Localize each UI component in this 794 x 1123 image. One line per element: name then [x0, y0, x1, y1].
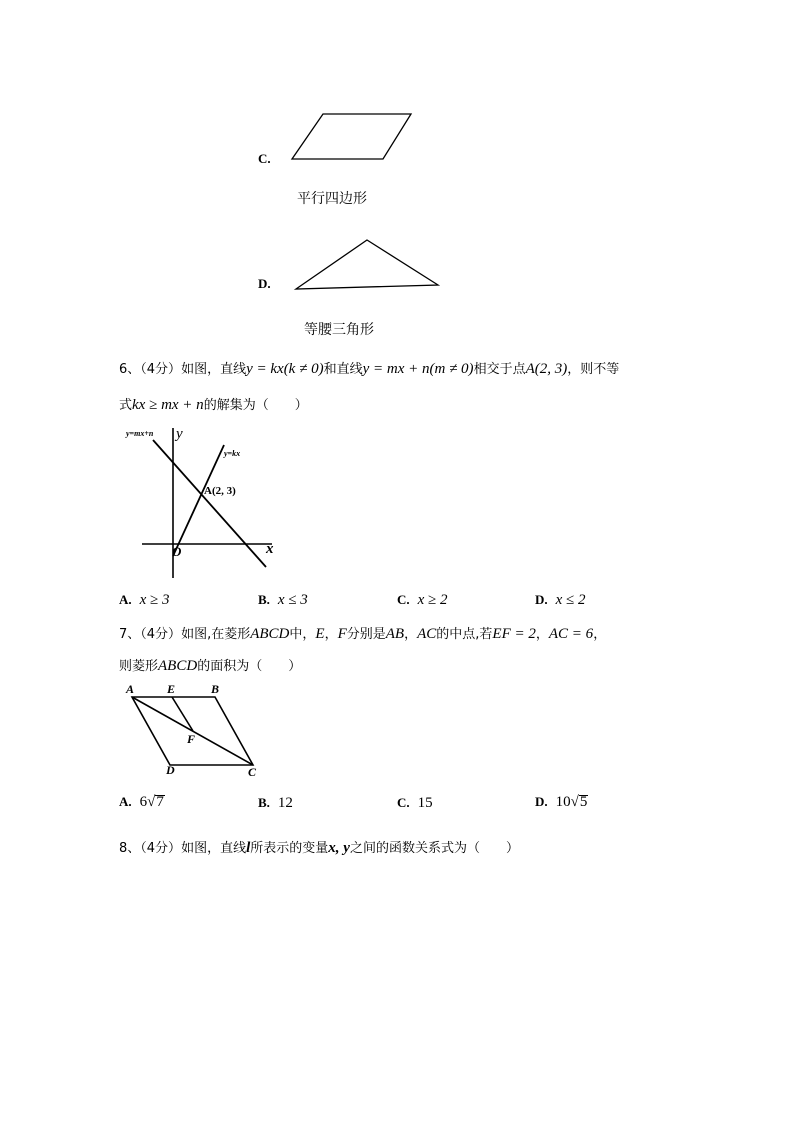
q6-option-c-key: C.	[397, 592, 410, 607]
q8-line-l: l	[246, 840, 251, 856]
q6-option-a[interactable]	[119, 592, 170, 609]
q6-point: A(2, 3)	[525, 361, 568, 377]
q8-text-c: 之间的函数关系式为（ ）	[349, 841, 519, 856]
q7-option-d-radicand: 5	[579, 794, 588, 810]
q6-line1	[119, 358, 619, 378]
q7-option-a-radicand: 7	[156, 794, 164, 810]
q8-line1	[119, 837, 519, 857]
q7-option-b[interactable]	[258, 795, 293, 812]
q8-vars: x, y	[328, 840, 350, 856]
q7-ab: AB	[385, 626, 405, 642]
q7-comma: ，	[324, 627, 338, 642]
isosceles-triangle-figure	[290, 235, 445, 295]
q7-line2	[119, 655, 301, 675]
vertex-c-label: C	[248, 765, 257, 779]
q7-option-d-coef: 10	[555, 794, 571, 810]
vertex-b-label: B	[211, 682, 220, 696]
q6-text-e: 式	[119, 398, 133, 413]
q6-option-d-expr: x ≤ 2	[555, 592, 586, 608]
line-mx-plus-n	[153, 440, 266, 567]
q6-cond1: (k ≠ 0)	[283, 361, 324, 377]
q6-score: （4分）	[140, 362, 182, 377]
q7-text-c: 分别是	[346, 627, 386, 642]
q7-ac: AC	[417, 626, 437, 642]
q7-ef-eq: EF = 2	[492, 626, 536, 642]
q7-f: F	[337, 626, 347, 642]
axis-y-label: y	[176, 426, 183, 442]
q7-option-b-key: B.	[258, 795, 270, 810]
q6-option-b-expr: x ≤ 3	[277, 592, 308, 608]
vertex-d-label: D	[166, 763, 175, 777]
option-c-label: C.	[258, 151, 271, 166]
radical-sign-icon: √	[147, 794, 156, 810]
q7-option-b-value: 12	[277, 795, 293, 811]
q6-cond2: (m ≠ 0)	[429, 361, 474, 377]
q7-option-a-coef: 6	[139, 794, 148, 810]
q7-text-a: 如图,在菱形	[181, 627, 251, 642]
q6-option-b-key: B.	[258, 592, 270, 607]
q7-rhombus-figure	[120, 680, 270, 780]
q6-option-c-expr: x ≥ 2	[417, 592, 448, 608]
q7-option-a[interactable]	[119, 794, 165, 811]
q7-abcd: ABCD	[250, 626, 290, 642]
q6-option-b[interactable]	[258, 592, 308, 609]
q7-text-f: 的面积为（ ）	[197, 659, 302, 674]
q7-comma: ，	[404, 627, 418, 642]
triangle-shape	[296, 240, 438, 289]
q8-text-b: 所表示的变量	[250, 841, 329, 856]
q7-line1	[119, 623, 606, 643]
q6-eq2: y = mx + n	[362, 361, 430, 377]
q6-option-c[interactable]	[397, 592, 448, 609]
parallelogram-shape	[292, 114, 411, 159]
q6-eq1: y = kx	[246, 361, 284, 377]
q7-text-b: 中，	[289, 627, 316, 642]
q7-ac-eq: AC = 6	[548, 626, 594, 642]
q6-text-c: 相交于点	[473, 362, 526, 377]
radical-sign-icon: √	[570, 794, 579, 810]
q6-text-a: 如图，直线	[181, 362, 247, 377]
label-point-a: A(2, 3)	[204, 485, 236, 497]
q7-e: E	[315, 626, 325, 642]
q6-option-a-key: A.	[119, 592, 132, 607]
q7-text-e: 则菱形	[119, 659, 159, 674]
option-d-label: D.	[258, 276, 271, 291]
axis-x-label: x	[266, 541, 274, 557]
q7-option-c-key: C.	[397, 795, 410, 810]
q6-graph-figure	[120, 420, 285, 580]
q6-text-b: 和直线	[323, 362, 363, 377]
q7-comma: ，	[535, 627, 549, 642]
q7-number: 7、	[119, 627, 141, 642]
q6-line2	[119, 394, 308, 414]
q7-option-d[interactable]	[535, 794, 588, 811]
origin-label: O	[172, 544, 182, 559]
q7-comma: ，	[593, 627, 607, 642]
q6-option-a-expr: x ≥ 3	[139, 592, 170, 608]
q6-text-d: ，则不等	[567, 362, 620, 377]
q7-option-c-value: 15	[417, 795, 433, 811]
q6-number: 6、	[119, 362, 141, 377]
q6-option-d-key: D.	[535, 592, 548, 607]
q7-option-c[interactable]	[397, 795, 433, 812]
option-d-caption: 等腰三角形	[304, 322, 374, 338]
q7-option-a-key: A.	[119, 794, 132, 809]
q6-text-f: 的解集为（ ）	[203, 398, 308, 413]
q7-score: （4分）	[140, 627, 182, 642]
label-y-kx: y=kx	[224, 449, 241, 458]
q6-option-d[interactable]	[535, 592, 586, 609]
vertex-e-label: E	[167, 682, 176, 696]
q7-option-d-key: D.	[535, 794, 548, 809]
line-kx	[173, 445, 224, 556]
option-c-caption: 平行四边形	[297, 191, 367, 207]
q8-text-a: 如图，直线	[181, 841, 247, 856]
q7-abcd-2: ABCD	[158, 658, 198, 674]
label-y-mx-n: y=mx+n	[126, 429, 154, 438]
q8-score: （4分）	[140, 841, 182, 856]
vertex-a-label: A	[126, 682, 135, 696]
q8-number: 8、	[119, 841, 141, 856]
parallelogram-figure	[285, 105, 420, 165]
q6-inequality: kx ≥ mx + n	[132, 397, 204, 413]
vertex-f-label: F	[187, 732, 196, 746]
q7-text-d: 的中点,若	[436, 627, 493, 642]
